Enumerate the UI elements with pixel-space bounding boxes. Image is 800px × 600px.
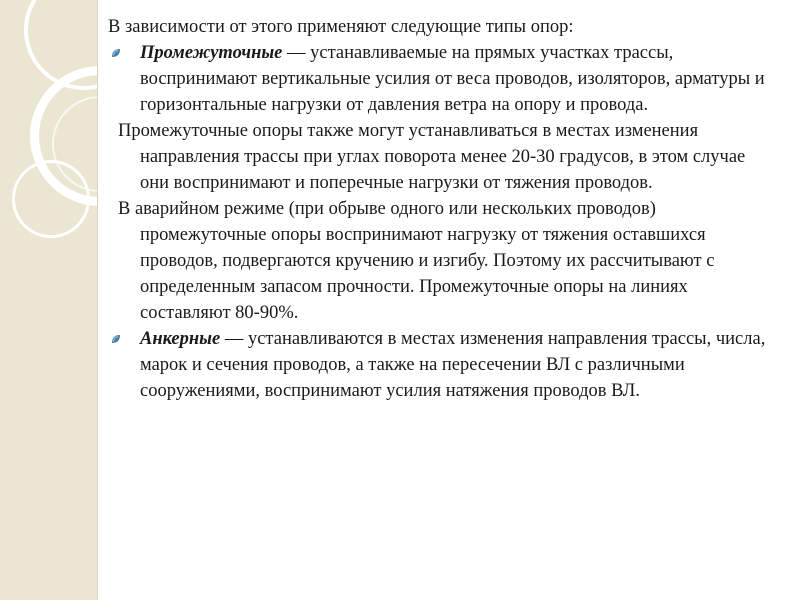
paragraph-emergency: В аварийном режиме (при обрыве одного или нескольких проводов) промежуточные опоры воспринимают нагрузку от тяжения оставшихся проводов, подвергаются кручению и изгибу. Поэтому их рассчитывают с определенным запасом прочности. Промежуточные опоры на линиях составляют 80-90%. (118, 199, 715, 323)
teardrop-bullet-icon (111, 48, 121, 58)
paragraph-angles: Промежуточные опоры также могут устанавливаться в местах изменения направления трассы при углах поворота менее 20-30 градусов, в этом случае они воспринимают и поперечные нагрузки от тяжения проводов. (118, 121, 746, 193)
teardrop-bullet-icon (111, 334, 121, 344)
bullet-text: — устанавливаются в местах изменения направления трассы, числа, марок и сечения проводов, а также на пересечении ВЛ с различными сооружениями, воспринимают усилия натяжения проводов ВЛ. (140, 329, 766, 401)
intro-text: В зависимости от этого применяют следующие типы опор: (108, 17, 574, 37)
side-band-border (97, 0, 98, 600)
slide-body (108, 14, 778, 404)
decorative-ring (12, 160, 90, 238)
decorative-side-band (0, 0, 97, 600)
bullet-item-anchor (108, 326, 778, 404)
bullet-item-intermediate (108, 40, 778, 118)
term-intermediate: Промежуточные (140, 43, 283, 63)
term-anchor: Анкерные (140, 329, 221, 349)
bullet-text: — устанавливаемые на прямых участках трассы, воспринимают вертикальные усилия от веса проводов, изоляторов, арматуры и горизонтальные нагрузки от давления ветра на опору и провода. (140, 43, 765, 115)
